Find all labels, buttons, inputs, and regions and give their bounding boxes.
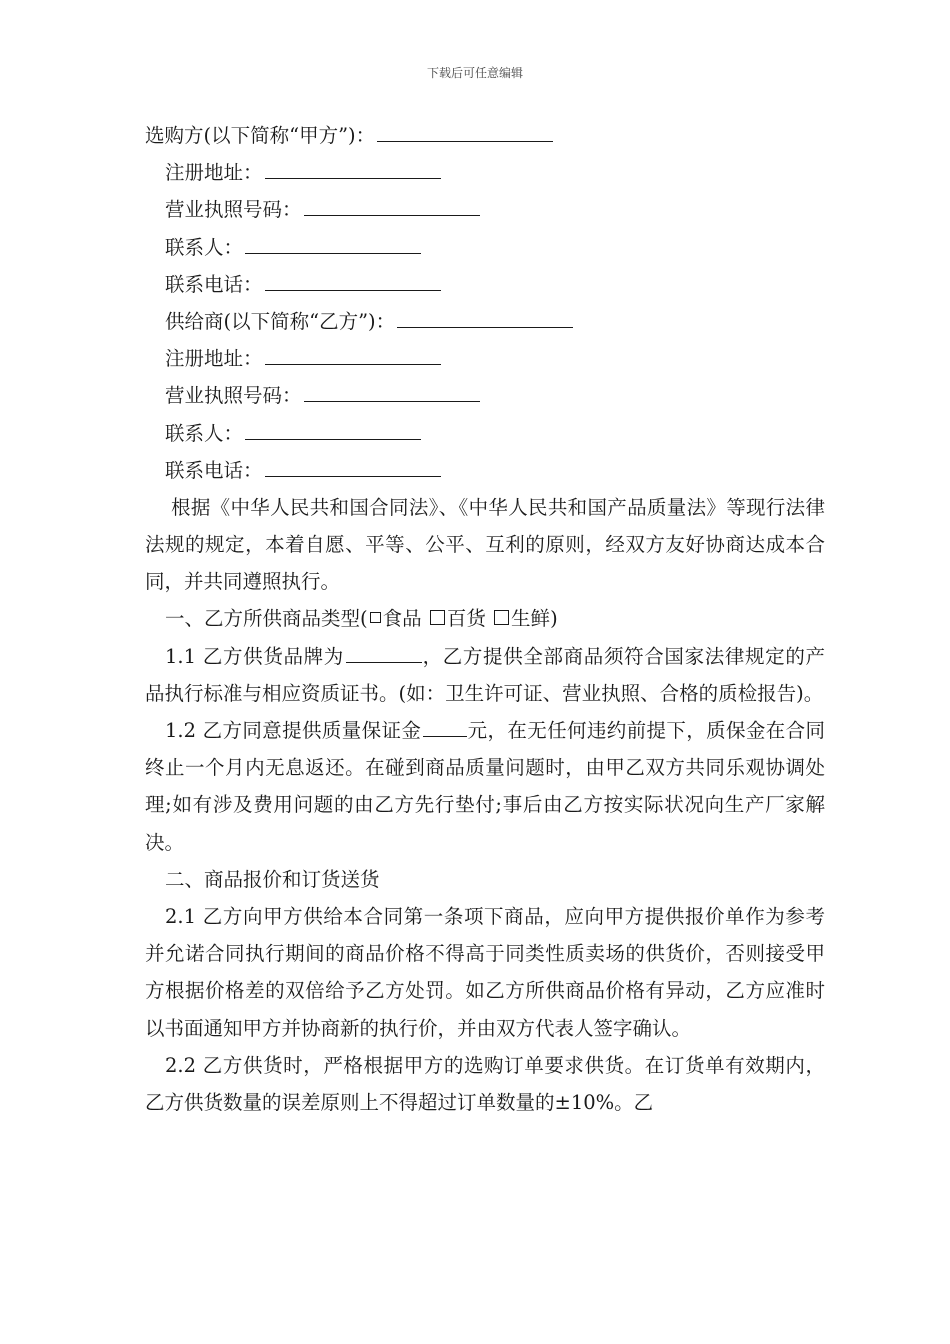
party-a-license-label: 营业执照号码： bbox=[165, 198, 302, 222]
clause-1-1 bbox=[145, 638, 825, 712]
general-goods-checkbox[interactable] bbox=[430, 610, 445, 625]
party-a-address-blank[interactable] bbox=[265, 156, 441, 179]
party-b-license-line bbox=[145, 377, 825, 414]
contract-body bbox=[145, 117, 825, 1121]
party-a-title-line bbox=[145, 117, 825, 154]
clause-1-2-start: 1.2 乙方同意提供质量保证金 bbox=[165, 719, 422, 743]
clause-1-1-rest: ，乙方提供全部商品须符合国家法律规定的产品执行标准与相应资质证书。(如：卫生许可证、营业执照、合格的质检报告)。 bbox=[145, 644, 825, 705]
party-b-address-line bbox=[145, 340, 825, 377]
clause-2-1: 2.1 乙方向甲方供给本合同第一条项下商品，应向甲方提供报价单作为参考并允诺合同执行期间的商品价格不得高于同类性质卖场的供货价，否则接受甲方根据价格差的双倍给予乙方处罚。如乙方所供商品价格有异动，乙方应准时以书面通知甲方并协商新的执行价，并由双方代表人签字确认。 bbox=[145, 905, 825, 1040]
party-b-contact-line bbox=[145, 415, 825, 452]
section1-heading-suffix: ) bbox=[550, 607, 558, 631]
clause-1-1-start: 1.1 乙方供货品牌为 bbox=[165, 644, 344, 668]
clause-1-2 bbox=[145, 712, 825, 861]
fresh-goods-option-label: 生鲜 bbox=[511, 607, 551, 631]
party-b-title-line bbox=[145, 303, 825, 340]
party-a-contact-label: 联系人： bbox=[165, 235, 244, 259]
section2-heading: 二、商品报价和订货送货 bbox=[165, 867, 380, 891]
party-b-license-label: 营业执照号码： bbox=[165, 384, 302, 408]
food-checkbox[interactable] bbox=[370, 612, 381, 623]
party-a-license-line bbox=[145, 191, 825, 228]
clause-2-2: 2.2 乙方供货时，严格根据甲方的选购订单要求供货。在订货单有效期内，乙方供货数量的误差原则上不得超过订单数量的±10%。乙 bbox=[145, 1053, 825, 1115]
party-a-contact-blank[interactable] bbox=[245, 231, 421, 254]
party-b-address-label: 注册地址： bbox=[165, 347, 263, 371]
party-b-title: 供给商(以下简称“乙方”)： bbox=[165, 309, 396, 333]
party-a-phone-line bbox=[145, 266, 825, 303]
party-b-phone-label: 联系电话： bbox=[165, 458, 263, 482]
party-b-contact-label: 联系人： bbox=[165, 421, 244, 445]
party-a-name-blank[interactable] bbox=[377, 119, 553, 142]
fresh-goods-checkbox[interactable] bbox=[494, 610, 509, 625]
party-a-address-line bbox=[145, 154, 825, 191]
section1-heading bbox=[145, 600, 825, 637]
party-b-phone-line bbox=[145, 452, 825, 489]
general-goods-option-label: 百货 bbox=[446, 607, 486, 631]
clause-1-2-rest: 元，在无任何违约前提下，质保金在合同终止一个月内无息返还。在碰到商品质量问题时，由甲乙双方共同乐观协调处理;如有涉及费用问题的由乙方先行垫付;事后由乙方按实际状况向生产厂家解决。 bbox=[145, 719, 825, 854]
party-b-address-blank[interactable] bbox=[265, 342, 441, 365]
food-option-label: 食品 bbox=[382, 607, 422, 631]
party-a-contact-line bbox=[145, 229, 825, 266]
party-a-title: 选购方(以下简称“甲方”)： bbox=[145, 124, 376, 147]
page-header: 下载后可任意编辑 bbox=[426, 66, 523, 80]
party-b-contact-blank[interactable] bbox=[245, 417, 421, 440]
deposit-amount-blank[interactable] bbox=[423, 714, 467, 737]
party-a-license-blank[interactable] bbox=[304, 193, 480, 216]
party-b-name-blank[interactable] bbox=[397, 305, 573, 328]
party-a-address-label: 注册地址： bbox=[165, 161, 263, 185]
party-a-phone-label: 联系电话： bbox=[165, 272, 263, 296]
party-b-license-blank[interactable] bbox=[304, 379, 480, 402]
section1-heading-prefix: 一、乙方所供商品类型( bbox=[165, 607, 368, 631]
intro-paragraph: 根据《中华人民共和国合同法》、《中华人民共和国产品质量法》等现行法律法规的规定，本着自愿、平等、公平、互利的原则，经双方友好协商达成本合同，并共同遵照执行。 bbox=[145, 495, 825, 594]
party-a-phone-blank[interactable] bbox=[265, 268, 441, 291]
brand-blank[interactable] bbox=[346, 640, 422, 663]
party-b-phone-blank[interactable] bbox=[265, 454, 441, 477]
